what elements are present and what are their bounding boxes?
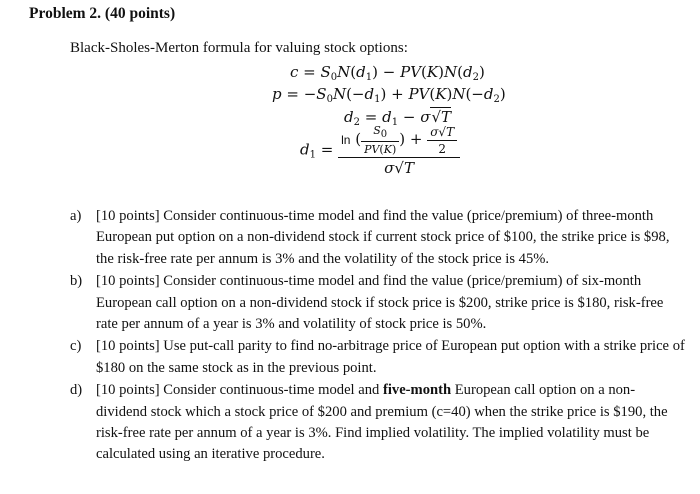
problem-label: c) (70, 338, 82, 355)
problem-label: d) (70, 382, 83, 399)
problem-text: [10 points] Consider continuous-time model and find the value (price/premium) of six-month European call option on a non-dividend stock if stock price is $200, strike price is $180, risk-free rate per annum of a year is 3% and volatility of stock price is 50%. (96, 273, 664, 333)
problem-label: a) (70, 208, 82, 224)
problem-title: Problem 2. (40 points) (29, 5, 176, 22)
problem-item-a (70, 206, 685, 270)
put-formula: $p = -S_0N(-d_1) + PV(K)N(-d_2)$ (272, 85, 506, 105)
problem-item-d (70, 380, 685, 466)
d1-formula: $d_1$ = ln ( $\frac{S_0}{PV(K)}$ ) + $\frac{\sigma√T}{2}$ σ√T (300, 124, 460, 177)
problem-text-bold: five-month (382, 382, 452, 399)
problem-text: [10 points] Use put-call parity to find no-arbitrage price of European put option with a strike price of $180 on the same stock as in the previous point. (96, 338, 685, 376)
call-formula: $c = S_0N(d_1) - PV(K)N(d_2)$ (290, 63, 485, 83)
problem-list (70, 206, 685, 467)
problem-item-b (70, 271, 685, 335)
problem-text-end: European call option on a non-dividend stock which a stock price of $200 and premium (c=40) when the strike price is $190, the risk-free rate per annum of a year is 3%. Find implied volatility. The implied volatility must be calculated using an iterative procedure. (96, 382, 668, 463)
problem-item-c (70, 336, 685, 379)
d2-formula: $d_2 = d_1 - \sigma√T$ (344, 108, 452, 128)
intro-text: Black-Sholes-Merton formula for valuing stock options: (70, 40, 408, 56)
problem-label: b) (70, 273, 83, 290)
problem-text: [10 points] Consider continuous-time model and find the value (price/premium) of three-month European put option on a non-dividend stock if current stock price of $100, the strike price is $98, the risk-free rate per annum is 3% and the volatility of the stock price is 45%. (96, 208, 670, 267)
problem-text-start: [10 points] Consider continuous-time model and (96, 382, 383, 399)
